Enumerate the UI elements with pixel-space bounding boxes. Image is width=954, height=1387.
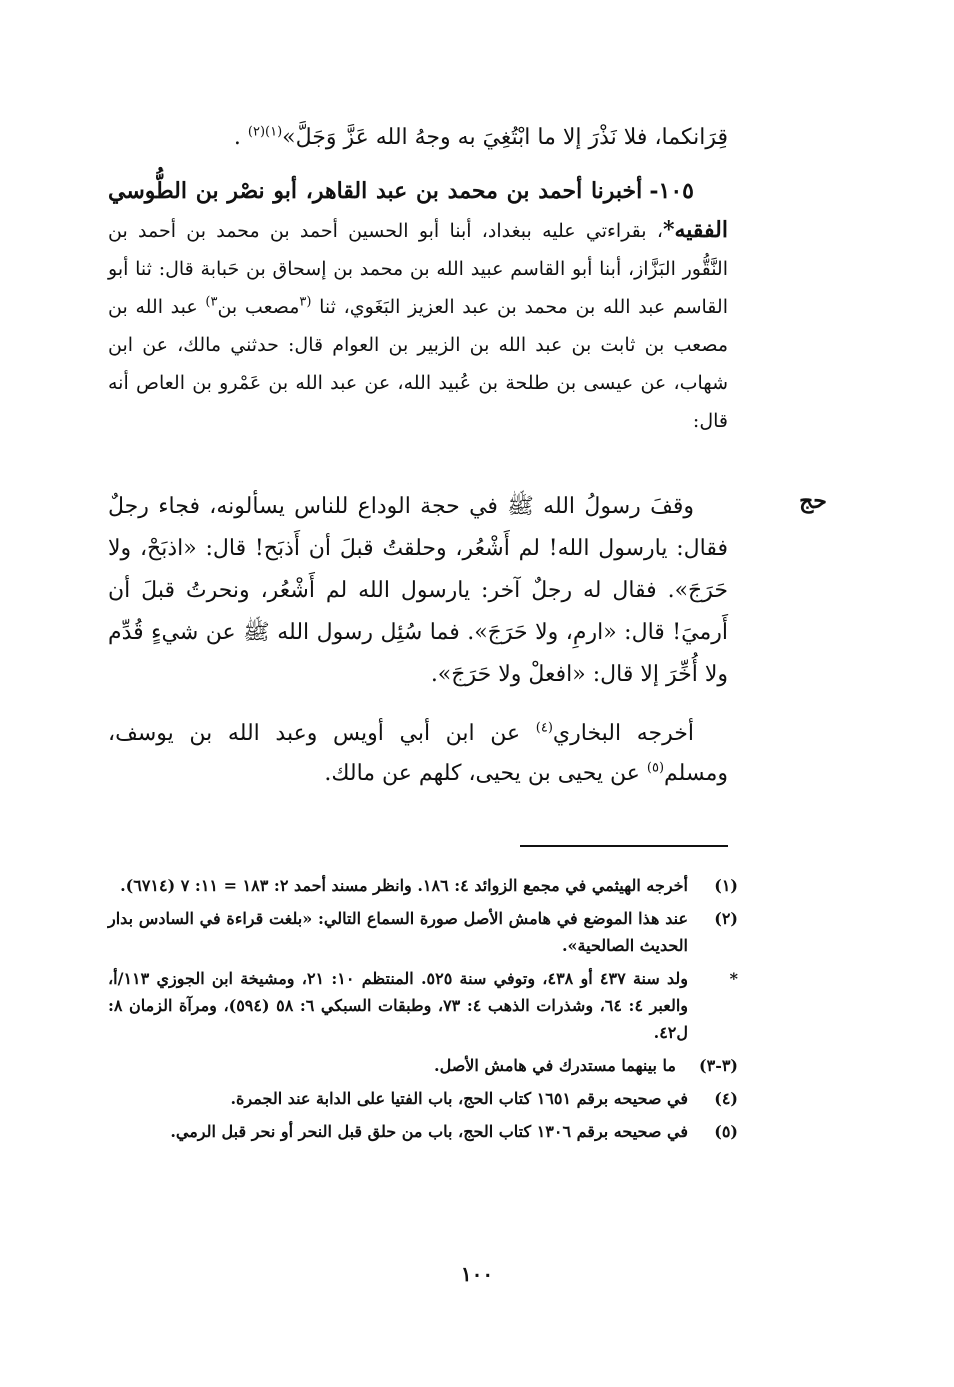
footnote-3 [108,1052,738,1079]
takhrij-text-3: عن يحيى بن يحيى، كلهم عن مالك. [324,761,640,786]
line-end-period: . [233,125,241,150]
hadith-matn [108,486,728,696]
hadith-matn-text: وقفَ رسولُ الله ﷺ في حجة الوداع للناس يسألونه، فجاء رجلٌ فقال: يارسول الله! لم أَشْعُر، وحلقتُ قبلَ أن أَذبَح! قال: «اذبَحْ، ولا حَرَجَ». فقال له رجلٌ آخر: يارسول الله لم أَشْعُر، ونحرتُ قبلَ أن أَرميَ! قال: «ارمِ، ولا حَرَجَ». فما سُئِل رسول الله ﷺ عن شيءٍ قُدِّم ولا أُخِّرَ إلا قال: «افعلْ ولا حَرَجَ». [108,494,729,687]
footnote-4 [108,1085,738,1112]
margin-note-hajj: حج [799,488,827,514]
footnote-text: أخرجه الهيثمي في مجمع الزوائد ٤: ١٨٦. وانظر مسند أحمد ٢: ١٨٣ = ١١: ٧ (٦٧١٤). [120,876,688,895]
footnote-text: عند هذا الموضع في هامش الأصل صورة السماع التالي: «بلغت قراءة في السادس بدار الحديث الصالحية». [108,909,689,955]
footnote-ref-3-open: (٣ [299,294,312,310]
footnote-mark: (٥) [714,1122,738,1141]
takhrij-text-2: عن ابن أبي أويس وعبد الله بن يوسف، ومسلم [108,721,728,786]
isnad-text-2: مصعب بن [217,296,300,318]
footnote-refs-1-2: (١)(٢) [247,124,283,140]
footnote-1 [108,872,738,899]
hadith-105-isnad [108,172,728,440]
narrator-star-mark: * [662,217,675,243]
footnote-text: في صحيحه برقم ١٣٠٦ كتاب الحج، باب من حلق قبل النحر أو نحر قبل الرمي. [170,1122,688,1141]
footnote-mark: (١) [714,876,738,895]
page-number: ١٠٠ [460,1262,494,1286]
hadith-number: ١٠٥- [649,178,694,204]
footnote-mark: (٣-٣) [699,1056,738,1075]
footnote-separator [520,845,728,847]
footnote-text: ولد سنة ٤٣٧ أو ٤٣٨، وتوفي سنة ٥٢٥. المنتظم ١٠: ٢١، ومشيخة ابن الجوزي ١١٣/أ، والعبر ٤: ٦٤، وشذرات الذهب ٤: ٧٣، وطبقات السبكي ٦: ٥٨ (٥٩٤)، ومرآة الزمان ٨: ل٤٢. [108,969,689,1042]
footnote-text: ما بينهما مستدرك في هامش الأصل. [434,1056,676,1075]
footnote-ref-5: (٥) [646,760,665,776]
footnote-mark: (٢) [714,909,738,928]
takhrij-paragraph [108,714,728,794]
footnote-mark: * [729,969,738,988]
footnote-5 [108,1118,738,1145]
footnote-ref-4: (٤) [535,720,553,736]
continued-hadith-line [108,118,728,158]
footnotes [108,872,738,1151]
isnad-text-3: عبد الله بن مصعب بن ثابت بن عبد الله بن الزبير بن العوام قال: حدثني مالك، عن ابن شهاب، عن عيسى بن طلحة بن عُبيد الله، عن عبد الله بن عَمْرو بن العاص أنه قال: [108,296,728,432]
footnote-ref-3-close: ٣) [205,294,218,310]
footnote-mark: (٤) [714,1089,738,1108]
hadith-lead-narrator: أخبرنا أحمد بن محمد بن عبد القاهر، أبو نصْر بن الطُّوسي الفقيه [108,178,728,243]
takhrij-text-1: أخرجه البخاري [552,721,694,746]
isnad-text-1: ، بقراءتي عليه ببغداد، أبنا أبو الحسين أحمد بن محمد بن أحمد بن النَّقُّور البَزَّاز، أبنا أبو القاسم عبيد الله بن محمد بن إسحاق بن حَبابة قال: ثنا أبو القاسم عبد الله بن محمد بن عبد العزيز البَغَوي، ثنا [108,220,728,318]
footnote-2 [108,905,738,959]
continued-text: قِرَانكما، فلا نَذْرَ إلا ما ابْتُغِيَ به وجهُ الله عَزَّ وَجَلَّ» [282,125,728,150]
footnote-text: في صحيحه برقم ١٦٥١ كتاب الحج، باب الفتيا على الدابة عند الجمرة. [230,1089,688,1108]
footnote-star [108,965,738,1046]
